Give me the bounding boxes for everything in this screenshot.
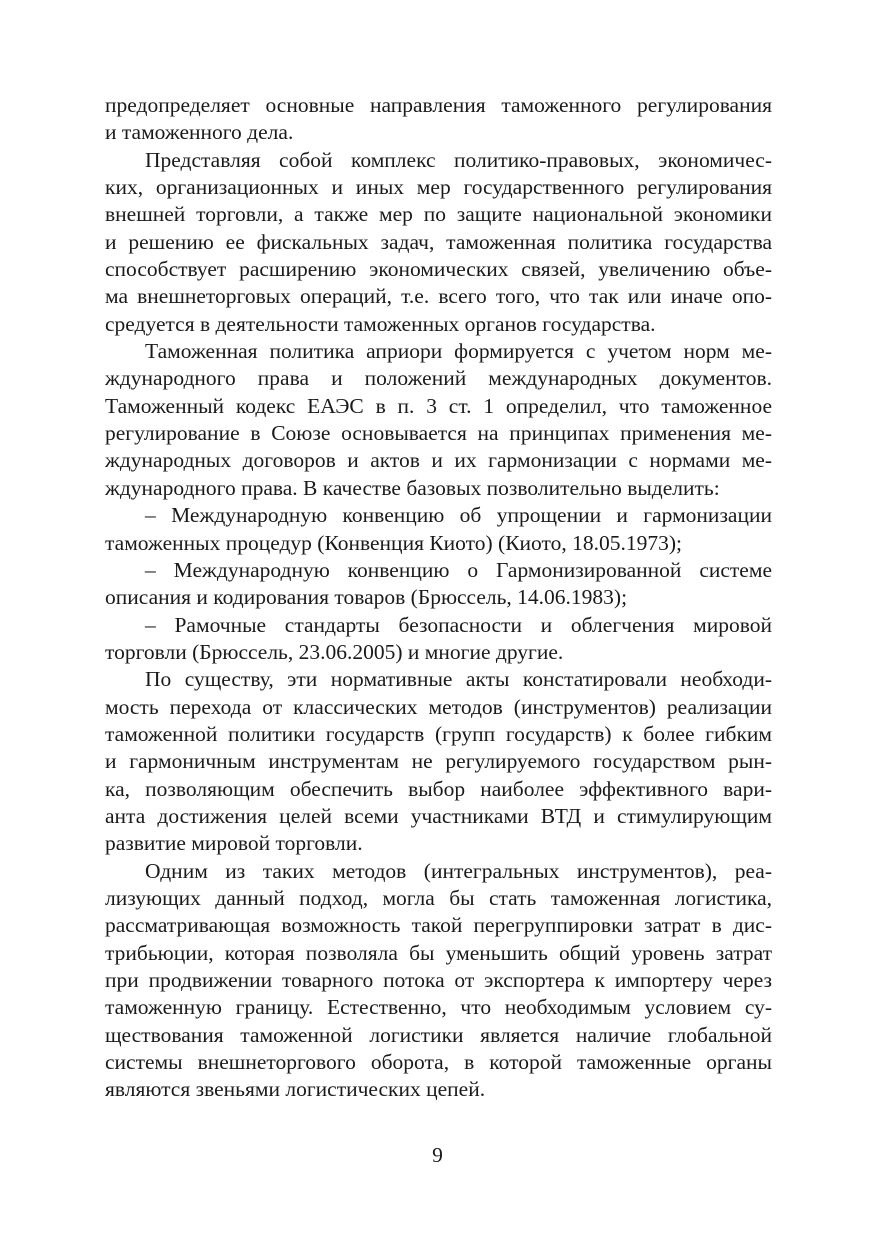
text-line: рассматривающая возможность такой перегруппировки затрат в дис- xyxy=(105,913,772,938)
text-line: Одним из таких методов (интегральных инструментов), реа- xyxy=(145,858,772,883)
text-line: средуется в деятельности таможенных органов государства. xyxy=(105,311,656,336)
text-line: ждународного права и положений международных документов. xyxy=(105,366,772,391)
text-line: ждународных договоров и актов и их гармонизации с нормами ме- xyxy=(105,448,772,473)
text-line: при продвижении товарного потока от экспортера к импортеру через xyxy=(105,968,772,992)
text-line: анта достижения целей всеми участниками ВТД и стимулирующим xyxy=(105,803,772,828)
text-line: Таможенная политика априори формируется с учетом норм ме- xyxy=(145,339,772,364)
text-line: Таможенный кодекс ЕАЭС в п. 3 ст. 1 определил, что таможенное xyxy=(105,393,772,418)
text-line: трибьюции, которая позволяла бы уменьшить общий уровень затрат xyxy=(105,940,772,965)
text-line: ка, позволяющим обеспечить выбор наиболее эффективного вари- xyxy=(105,776,772,801)
text-line: торговли (Брюссель, 23.06.2005) и многие другие. xyxy=(105,639,564,664)
text-line: ких, организационных и иных мер государственного регулирования xyxy=(105,175,772,200)
text-line: таможенных процедур (Конвенция Киото) (Киото, 18.05.1973); xyxy=(105,530,683,555)
text-line: Представляя собой комплекс политико-правовых, экономичес- xyxy=(145,147,772,172)
text-line: описания и кодирования товаров (Брюссель, 14.06.1983); xyxy=(105,585,628,610)
text-line: внешней торговли, а также мер по защите национальной экономики xyxy=(105,202,772,227)
text-line: регулирование в Союзе основывается на принципах применения ме- xyxy=(105,421,772,446)
text-line: системы внешнеторгового оборота, в которой таможенные органы xyxy=(105,1050,772,1075)
page-text xyxy=(105,92,772,1104)
text-line: – Международную конвенцию об упрощении и гармонизации xyxy=(145,503,772,528)
text-line: – Рамочные стандарты безопасности и облегчения мировой xyxy=(145,612,772,637)
text-line: мость перехода от классических методов (инструментов) реализации xyxy=(105,694,772,719)
text-line: развитие мировой торговли. xyxy=(105,831,363,856)
text-line: ществования таможенной логистики является наличие глобальной xyxy=(105,1022,772,1047)
text-line: таможенной политики государств (групп государств) к более гибким xyxy=(105,721,772,746)
text-line: таможенную границу. Естественно, что необходимым условием су- xyxy=(105,995,772,1020)
text-line: и гармоничным инструментам не регулируемого государством рын- xyxy=(105,749,772,774)
text-line: и решению ее фискальных задач, таможенная политика государства xyxy=(105,229,772,254)
text-line: ма внешнеторговых операций, т.е. всего того, что так или иначе опо- xyxy=(105,284,772,309)
text-line: и таможенного дела. xyxy=(105,120,294,145)
text-line: По существу, эти нормативные акты констатировали необходи- xyxy=(145,667,772,692)
text-line: являются звеньями логистических цепей. xyxy=(105,1077,486,1102)
text-line: лизующих данный подход, могла бы стать таможенная логистика, xyxy=(105,885,772,910)
text-line: способствует расширению экономических связей, увеличению объе- xyxy=(105,257,772,282)
text-line: ждународного права. В качестве базовых позволительно выделить: xyxy=(105,475,720,500)
page-number: 9 xyxy=(432,1143,443,1167)
text-line: предопределяет основные направления таможенного регулирования xyxy=(105,93,772,117)
text-line: – Международную конвенцию о Гармонизированной системе xyxy=(145,557,772,582)
